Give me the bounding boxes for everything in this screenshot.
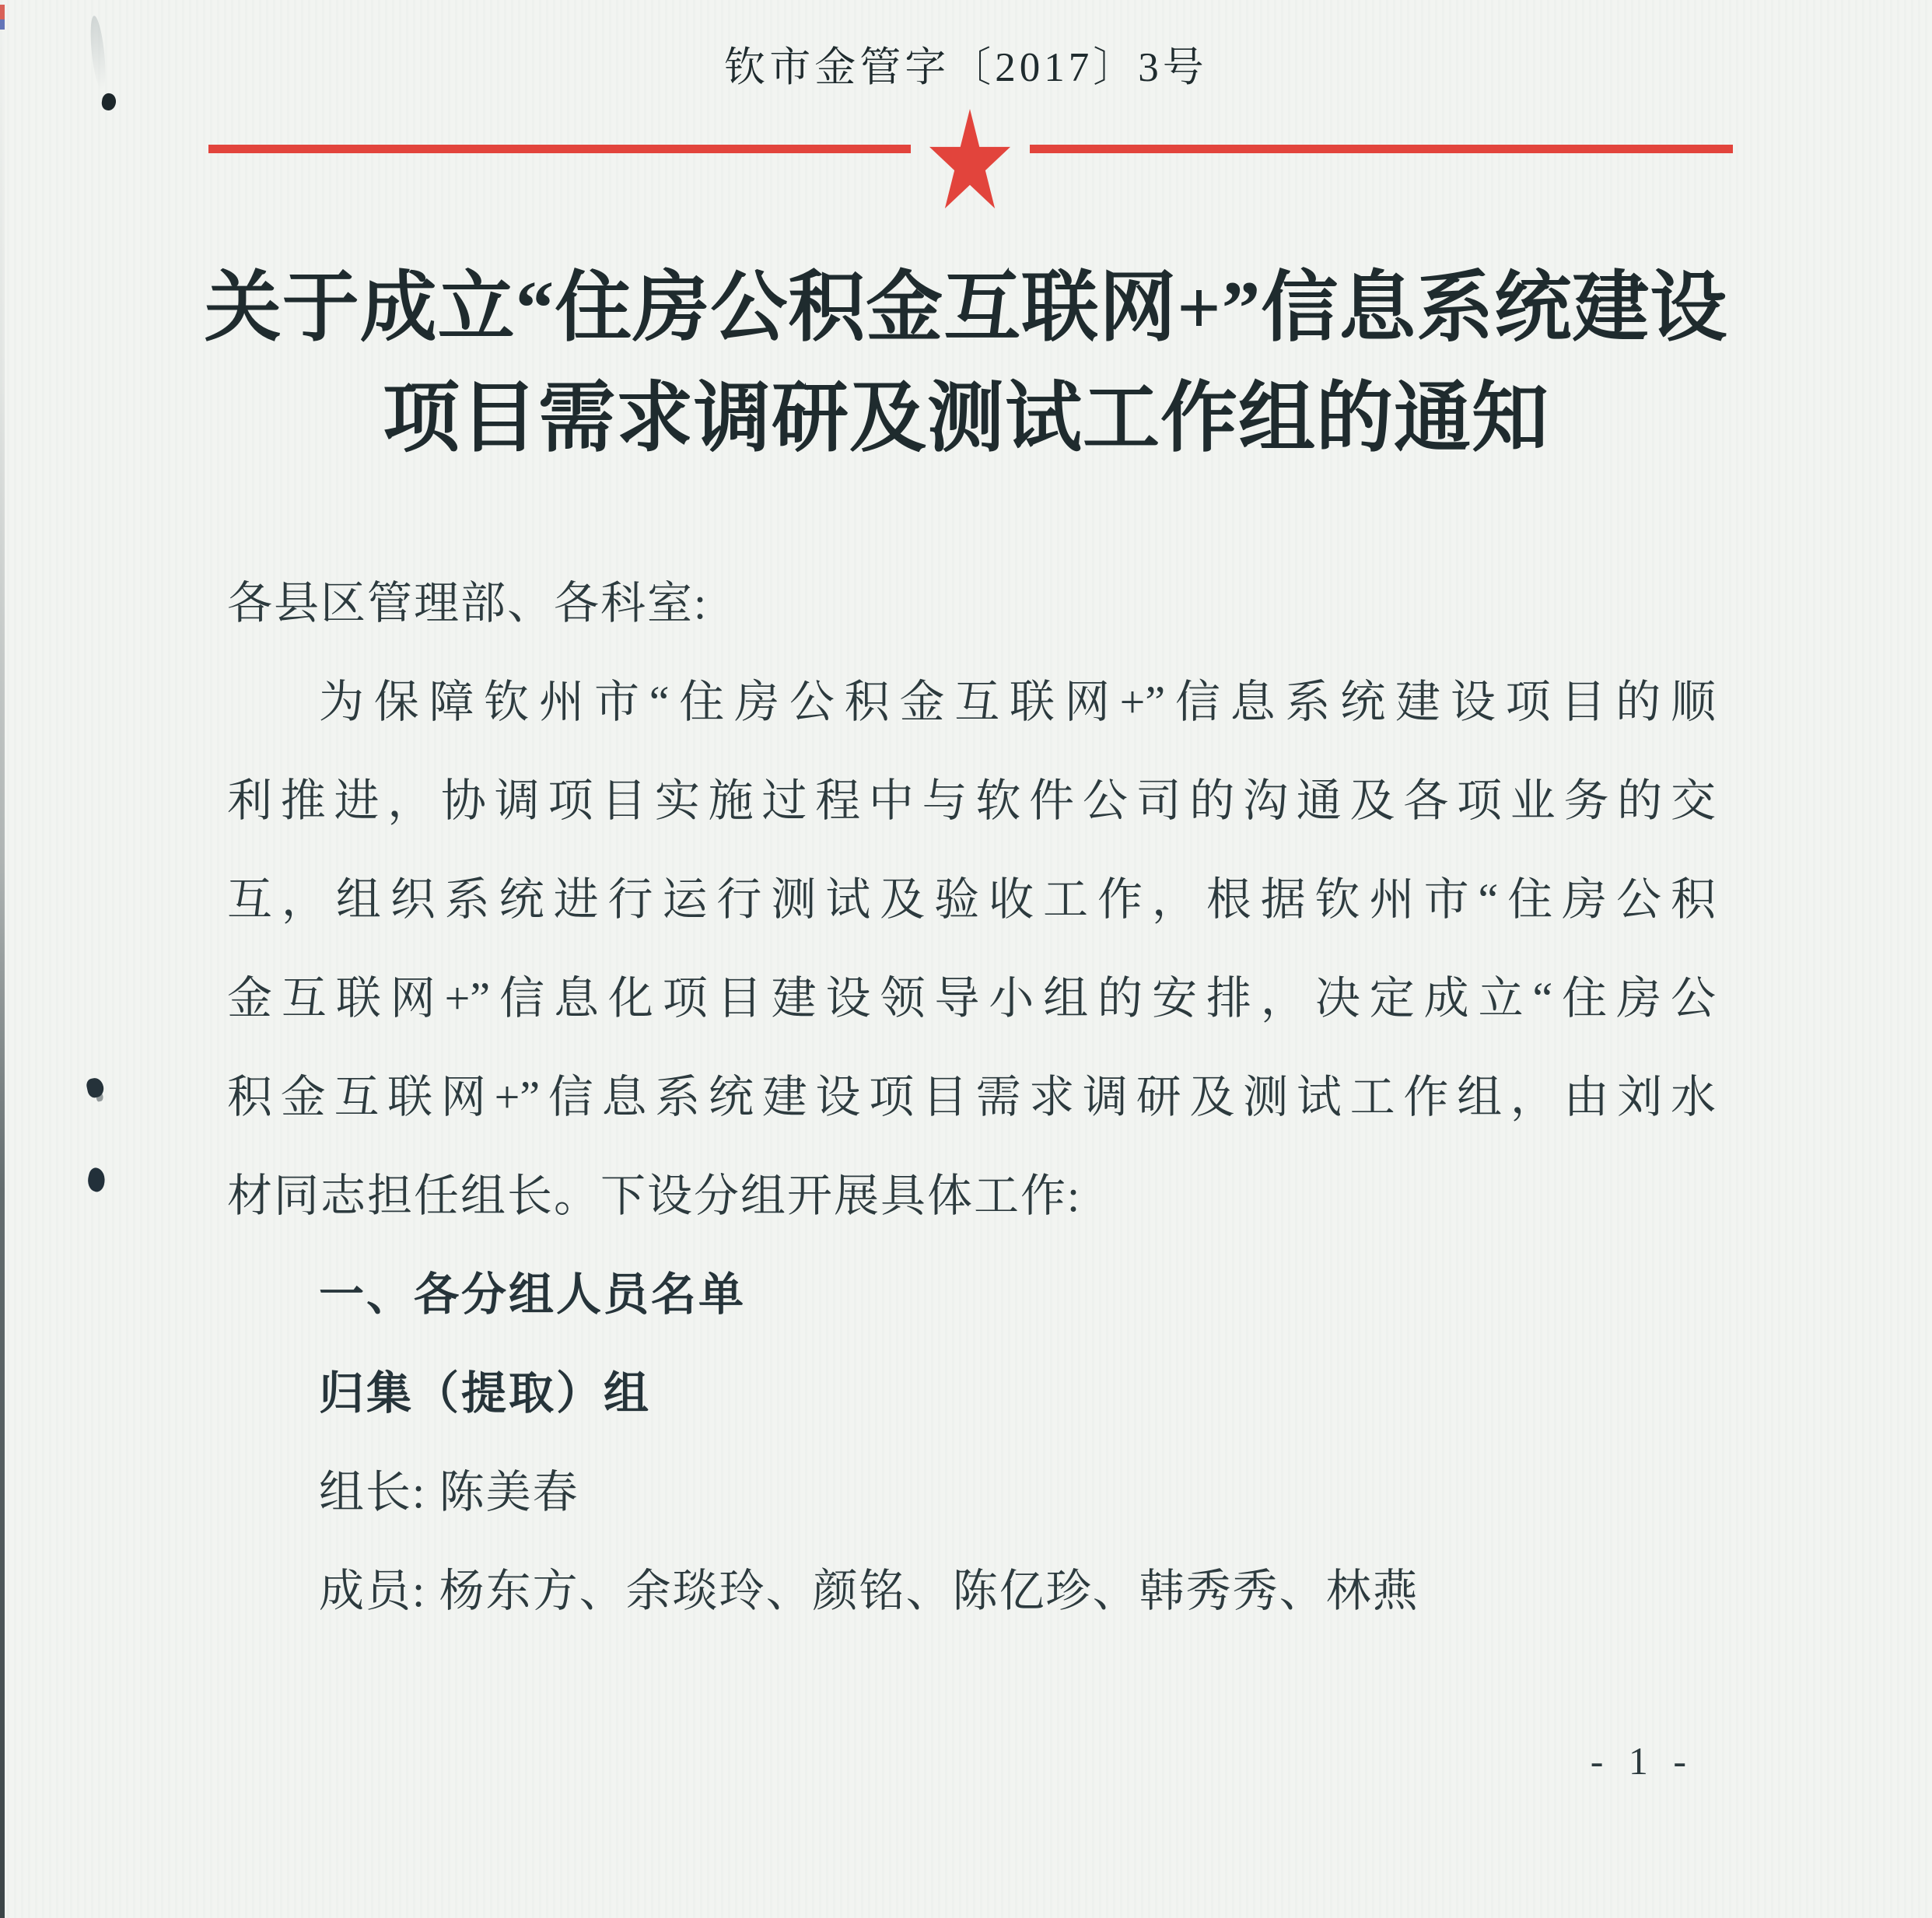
document-number: 钦市金管字〔2017〕3号	[724, 45, 1208, 90]
body-line: 组长: 陈美春	[319, 1467, 579, 1517]
title-line-1: 关于成立“住房公积金互联网+”信息系统建设	[204, 266, 1728, 351]
title-line-2: 项目需求调研及测试工作组的通知	[383, 376, 1549, 461]
body-line: 各县区管理部、各科室:	[227, 578, 709, 628]
body-line: 互，组织系统进行运行测试及验收工作，根据钦州市“住房公积	[227, 874, 1716, 925]
page-number: - 1 -	[1590, 1739, 1694, 1783]
body-line: 材同志担任组长。下设分组开展具体工作:	[227, 1171, 1082, 1221]
body-line: 利推进，协调项目实施过程中与软件公司的沟通及各项业务的交	[227, 775, 1716, 826]
body-line: 归集（提取）组	[319, 1368, 652, 1419]
body-line: 为保障钦州市“住房公积金互联网+”信息系统建设项目的顺	[319, 677, 1716, 727]
body-line: 金互联网+”信息化项目建设领导小组的安排，决定成立“住房公	[227, 973, 1716, 1024]
red-rule-right-segment	[1030, 145, 1733, 153]
binding-mark	[86, 1167, 108, 1193]
body-line: 积金互联网+”信息系统建设项目需求调研及测试工作组，由刘水	[227, 1072, 1716, 1122]
body-line: 一、各分组人员名单	[319, 1269, 747, 1320]
body-line: 成员: 杨东方、余琰玲、颜铭、陈亿珍、韩秀秀、林燕	[319, 1566, 1419, 1616]
document-body	[227, 554, 1716, 1640]
binding-mark	[86, 1076, 106, 1099]
ink-blob	[100, 93, 117, 112]
corner-ink-speck	[0, 5, 5, 30]
red-star-icon	[929, 109, 1010, 208]
scan-edge-shadow	[0, 0, 5, 1918]
document-title	[0, 254, 1932, 474]
red-rule-left-segment	[208, 145, 911, 153]
